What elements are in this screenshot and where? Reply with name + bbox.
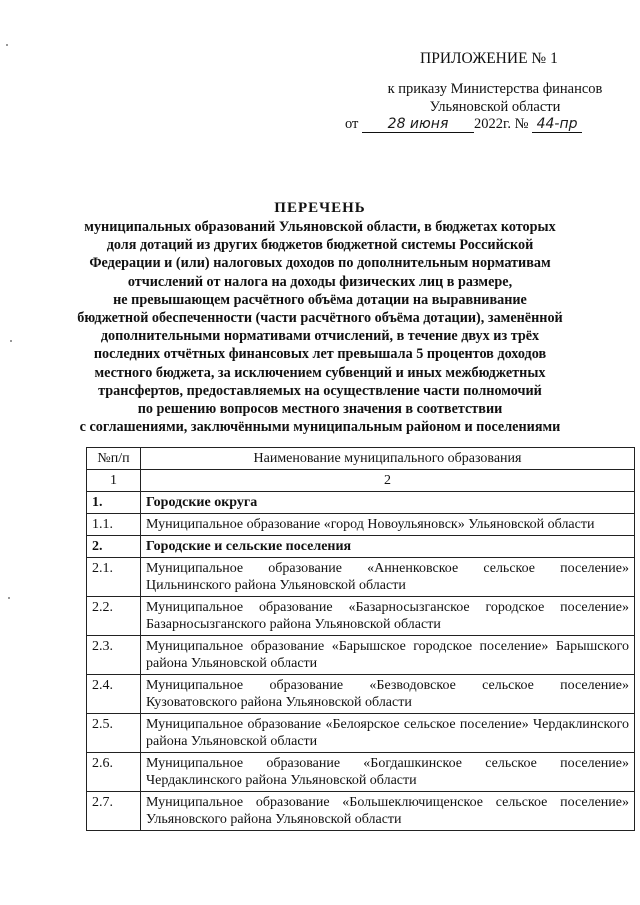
municipalities-table	[86, 447, 635, 831]
row-name: Муниципальное образование «Анненковское сельское поселение» Цильнинского района Ульяновской области	[141, 558, 635, 597]
row-name: Муниципальное образование «город Новоульяновск» Ульяновской области	[141, 514, 635, 536]
subtitle-line: дополнительными нормативами отчислений, в течение двух из трёх	[100, 328, 540, 345]
row-num: 2.2.	[87, 597, 141, 636]
scan-speck	[6, 44, 8, 46]
date-prefix: от	[345, 116, 359, 132]
subtitle-line: трансфертов, предоставляемых на осуществление части полномочий	[98, 382, 542, 399]
subtitle-line: местного бюджета, за исключением субвенций и иных межбюджетных	[94, 364, 546, 381]
subtitle-line: Федерации и (или) налоговых доходов по дополнительным нормативам	[89, 255, 551, 272]
row-num: 1.1.	[87, 514, 141, 536]
col-num-header: №п/п	[87, 448, 141, 470]
table-row	[87, 597, 635, 636]
row-name: Муниципальное образование «Барышское городское поселение» Барышского района Ульяновской области	[141, 636, 635, 675]
row-name: Городские и сельские поселения	[141, 536, 635, 558]
document-title: ПЕРЕЧЕНЬ	[274, 200, 366, 216]
table-row	[87, 675, 635, 714]
row-num: 2.5.	[87, 714, 141, 753]
appendix-label: ПРИЛОЖЕНИЕ № 1	[420, 50, 558, 67]
row-name: Городские округа	[141, 492, 635, 514]
row-num: 2.6.	[87, 753, 141, 792]
document-subtitle	[72, 218, 568, 436]
table-row	[87, 558, 635, 597]
subtitle-line: с соглашениями, заключёнными муниципальным районом и поселениями	[79, 419, 561, 436]
subtitle-line: не превышающем расчётного объёма дотации на выравнивание	[113, 291, 527, 308]
table-header-row	[87, 448, 635, 470]
scan-speck	[10, 340, 12, 342]
row-name: Муниципальное образование «Богдашкинское сельское поселение» Чердаклинского района Ульяновской области	[141, 753, 635, 792]
scan-speck	[8, 597, 10, 599]
row-name: Муниципальное образование «Белоярское сельское поселение» Чердаклинского района Ульяновской области	[141, 714, 635, 753]
col-name-header: Наименование муниципального образования	[141, 448, 635, 470]
handwritten-date: 28 июня	[362, 116, 474, 133]
order-line-1: к приказу Министерства финансов	[387, 81, 603, 97]
row-num: 2.	[87, 536, 141, 558]
col-num-index: 1	[87, 470, 141, 492]
subtitle-line: по решению вопросов местного значения в соответствии	[137, 401, 503, 418]
table-row	[87, 792, 635, 831]
subtitle-line: бюджетной обеспеченности (части расчётного объёма дотации), заменённой	[77, 310, 563, 327]
table-section-row	[87, 536, 635, 558]
order-line-2: Ульяновской области	[429, 99, 561, 115]
row-num: 2.7.	[87, 792, 141, 831]
row-num: 2.4.	[87, 675, 141, 714]
subtitle-line: последних отчётных финансовых лет превышала 5 процентов доходов	[93, 346, 547, 363]
row-num: 2.3.	[87, 636, 141, 675]
table-row	[87, 714, 635, 753]
order-date-line	[345, 116, 582, 133]
handwritten-order-number: 44-пр	[532, 116, 582, 133]
row-name: Муниципальное образование «Безводовское сельское поселение» Кузоватовского района Ульяновской области	[141, 675, 635, 714]
row-num: 2.1.	[87, 558, 141, 597]
row-name: Муниципальное образование «Большеключищенское сельское поселение» Ульяновского района Ульяновской области	[141, 792, 635, 831]
table-index-row	[87, 470, 635, 492]
subtitle-line: отчислений от налога на доходы физических лиц в размере,	[127, 273, 513, 290]
row-name: Муниципальное образование «Базарносызганское городское поселение» Базарносызганского района Ульяновской области	[141, 597, 635, 636]
row-num: 1.	[87, 492, 141, 514]
table-row	[87, 636, 635, 675]
table-section-row	[87, 492, 635, 514]
table-row	[87, 753, 635, 792]
subtitle-line: муниципальных образований Ульяновской области, в бюджетах которых	[84, 219, 556, 235]
table-row	[87, 514, 635, 536]
order-reference	[365, 80, 625, 116]
subtitle-line: доля дотаций из других бюджетов бюджетной системы Российской	[106, 237, 534, 254]
date-year: 2022г. №	[474, 116, 529, 132]
col-name-index: 2	[141, 470, 635, 492]
